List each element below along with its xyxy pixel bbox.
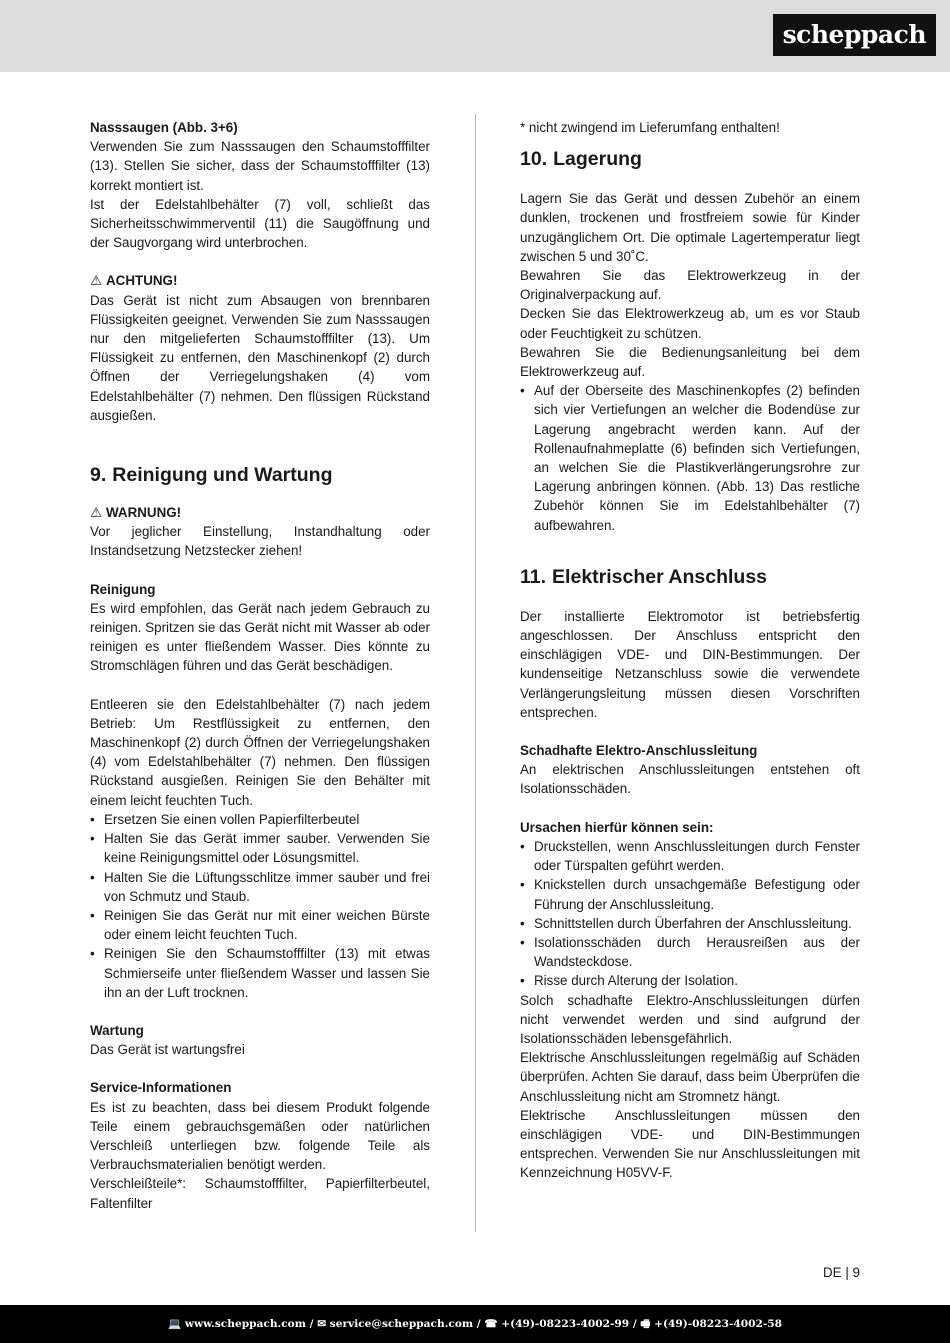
- lagerung-paragraph-2: Bewahren Sie das Elektrowerkzeug in der Originalverpackung auf.: [520, 268, 860, 303]
- page-header: [0, 0, 950, 72]
- reinigung-paragraph-2: Entleeren sie den Edelstahlbehälter (7) nach jedem Betrieb: Um Restflüssigkeit zu entfernen, den Maschinenkopf (2) durch Öffnen der Verriegelungshaken (4) vom Edelstahlbehälter (7) nehmen. Den flüssigen Rückstand ausgießen. Reinigen Sie den Behälter mit einem leicht feuchten Tuch.: [90, 696, 430, 808]
- nass-paragraph-1: Verwenden Sie zum Nasssaugen den Schaumstofffilter (13). Stellen Sie sicher, dass der Schaumstofffilter (13) korrekt montiert ist.: [90, 139, 430, 193]
- column-divider: [475, 114, 476, 1232]
- lagerung-paragraph-3: Decken Sie das Elektrowerkzeug ab, um es vor Staub oder Feuchtigkeit zu schützen.: [520, 306, 860, 341]
- lagerung-list: [520, 381, 860, 535]
- list-item: • Ersetzen Sie einen vollen Papierfilterbeutel: [90, 810, 430, 829]
- footer-contact: 💻 www.scheppach.com / ✉ service@scheppach.com / ☎ +(49)-08223-4002-99 / 🖷 +(49)-08223-4002-58: [167, 1318, 783, 1330]
- achtung-label: ACHTUNG!: [106, 273, 178, 289]
- service-paragraph-1: Es ist zu beachten, dass bei diesem Produkt folgende Teile einem gebrauchsgemäßen oder natürlichen Verschleiß unterliegen bzw. folgende Teile als Verbrauchsmaterialien benötigt werden.: [90, 1099, 430, 1173]
- list-item: • Druckstellen, wenn Anschlussleitungen durch Fenster oder Türspalten geführt werden.: [520, 837, 860, 875]
- ursachen-title: Ursachen hierfür können sein:: [520, 819, 714, 835]
- warning-icon: ⚠: [90, 505, 103, 521]
- page-footer: [0, 1305, 950, 1343]
- list-item: • Halten Sie die Lüftungsschlitze immer sauber und frei von Schmutz und Staub.: [90, 868, 430, 906]
- page-number: DE | 9: [823, 1265, 860, 1280]
- wartung-text: Das Gerät ist wartungsfrei: [90, 1042, 245, 1058]
- achtung-text: Das Gerät ist nicht zum Absaugen von brennbaren Flüssigkeiten geeignet. Verwenden Sie zum Nasssaugen nur den mitgelieferten Schaumstofffilter (13). Um Flüssigkeit zu entfernen, den Maschinenkopf (2) durch Öffnen der Verriegelungshaken (4) vom Edelstahlbehälter (7) nehmen. Den flüssigen Rückstand ausgießen.: [90, 292, 430, 423]
- brand-logo: scheppach: [773, 14, 936, 56]
- service-paragraph-2: Verschleißteile*: Schaumstofffilter, Papierfilterbeutel, Faltenfilter: [90, 1176, 430, 1211]
- section-9-heading: 9. Reinigung und Wartung: [90, 464, 333, 487]
- anschluss-paragraph-4: Elektrische Anschlussleitungen müssen den einschlägigen VDE- und DIN-Bestimmungen entsprechen. Verwenden Sie nur Anschlussleitungen mit Kennzeichnung H05VV-F.: [520, 1107, 860, 1181]
- nass-paragraph-2: Ist der Edelstahlbehälter (7) voll, schließt das Sicherheitsschwimmerventil (11) die Saugöffnung und der Saugvorgang wird unterbrochen.: [90, 196, 430, 251]
- list-item: • Isolationsschäden durch Herausreißen aus der Wandsteckdose.: [520, 933, 860, 971]
- schadhafte-text: An elektrischen Anschlussleitungen entstehen oft Isolationsschäden.: [520, 762, 860, 797]
- service-title: Service-Informationen: [90, 1080, 232, 1096]
- reinigung-title: Reinigung: [90, 581, 156, 597]
- reinigung-list: [90, 810, 430, 1002]
- section-10-heading: 10. Lagerung: [520, 148, 642, 171]
- reinigung-paragraph-1: Es wird empfohlen, das Gerät nach jedem Gebrauch zu reinigen. Spritzen sie das Gerät nicht mit Wasser ab oder reinigen es unter fließendem Wasser. Dies könnte zu Stromschlägen führen und das Gerät beschädigen.: [90, 600, 430, 674]
- lagerung-paragraph-1: Lagern Sie das Gerät und dessen Zubehör an einem dunklen, trockenen und frostfreiem sowie für Kinder unzugänglichem Ort. Die optimale Lagertemperatur liegt zwischen 5 und 30˚C.: [520, 191, 860, 264]
- list-item: • Auf der Oberseite des Maschinenkopfes (2) befinden sich vier Vertiefungen an welcher die Bodendüse zur Lagerung angebracht werden kann. Auf der Rollenaufnahmeplatte (6) befinden sich Vertiefungen, an welchen Sie die Plastikverlängerungsrohre zur Lagerung anbringen können. (Abb. 13) Das restliche Zubehör können Sie im Edelstahlbehälter (7) aufbewahren.: [520, 381, 860, 535]
- nass-title: Nasssaugen (Abb. 3+6): [90, 120, 238, 135]
- list-item: • Risse durch Alterung der Isolation.: [520, 971, 860, 990]
- list-item: • Reinigen Sie das Gerät nur mit einer weichen Bürste oder einem leicht feuchten Tuch.: [90, 906, 430, 944]
- anschluss-paragraph-2: Solch schadhafte Elektro-Anschlussleitungen dürfen nicht verwendet werden und sind aufgrund der Isolationsschäden lebensgefährlich.: [520, 992, 860, 1046]
- list-item: • Schnittstellen durch Überfahren der Anschlussleitung.: [520, 914, 860, 933]
- anschluss-paragraph-3: Elektrische Anschlussleitungen regelmäßig auf Schäden überprüfen. Achten Sie darauf, dass beim Überprüfen die Anschlussleitung nicht am Stromnetz hängt.: [520, 1050, 860, 1104]
- right-column: [520, 118, 860, 1183]
- list-item: • Reinigen Sie den Schaumstofffilter (13) mit etwas Schmierseife unter fließendem Wasser und lassen Sie ihn an der Luft trocknen.: [90, 944, 430, 1002]
- warnung-text: Vor jeglicher Einstellung, Instandhaltung oder Instandsetzung Netzstecker ziehen!: [90, 524, 430, 559]
- schadhafte-title: Schadhafte Elektro-Anschlussleitung: [520, 743, 758, 759]
- anschluss-paragraph-1: Der installierte Elektromotor ist betriebsfertig angeschlossen. Der Anschluss entspricht den einschlägigen VDE- und DIN-Bestimmungen. Der kundenseitige Netzanschluss sowie die verwendete Verlängerungsleitung müssen diesen Vorschriften entsprechen.: [520, 608, 860, 720]
- list-item: • Halten Sie das Gerät immer sauber. Verwenden Sie keine Reinigungsmittel oder Lösungsmittel.: [90, 829, 430, 867]
- wartung-title: Wartung: [90, 1022, 144, 1038]
- warning-icon: ⚠: [90, 273, 103, 289]
- warnung-label: WARNUNG!: [106, 505, 182, 521]
- achtung-heading: [90, 271, 430, 290]
- left-column: [90, 118, 430, 1213]
- footnote: * nicht zwingend im Lieferumfang enthalten!: [520, 120, 780, 135]
- lagerung-paragraph-4: Bewahren Sie die Bedienungsanleitung bei dem Elektrowerkzeug auf.: [520, 344, 860, 380]
- section-11-heading: 11. Elektrischer Anschluss: [520, 565, 768, 588]
- ursachen-list: [520, 837, 860, 991]
- warnung-heading: [90, 503, 430, 522]
- list-item: • Knickstellen durch unsachgemäße Befestigung oder Führung der Anschlussleitung.: [520, 875, 860, 913]
